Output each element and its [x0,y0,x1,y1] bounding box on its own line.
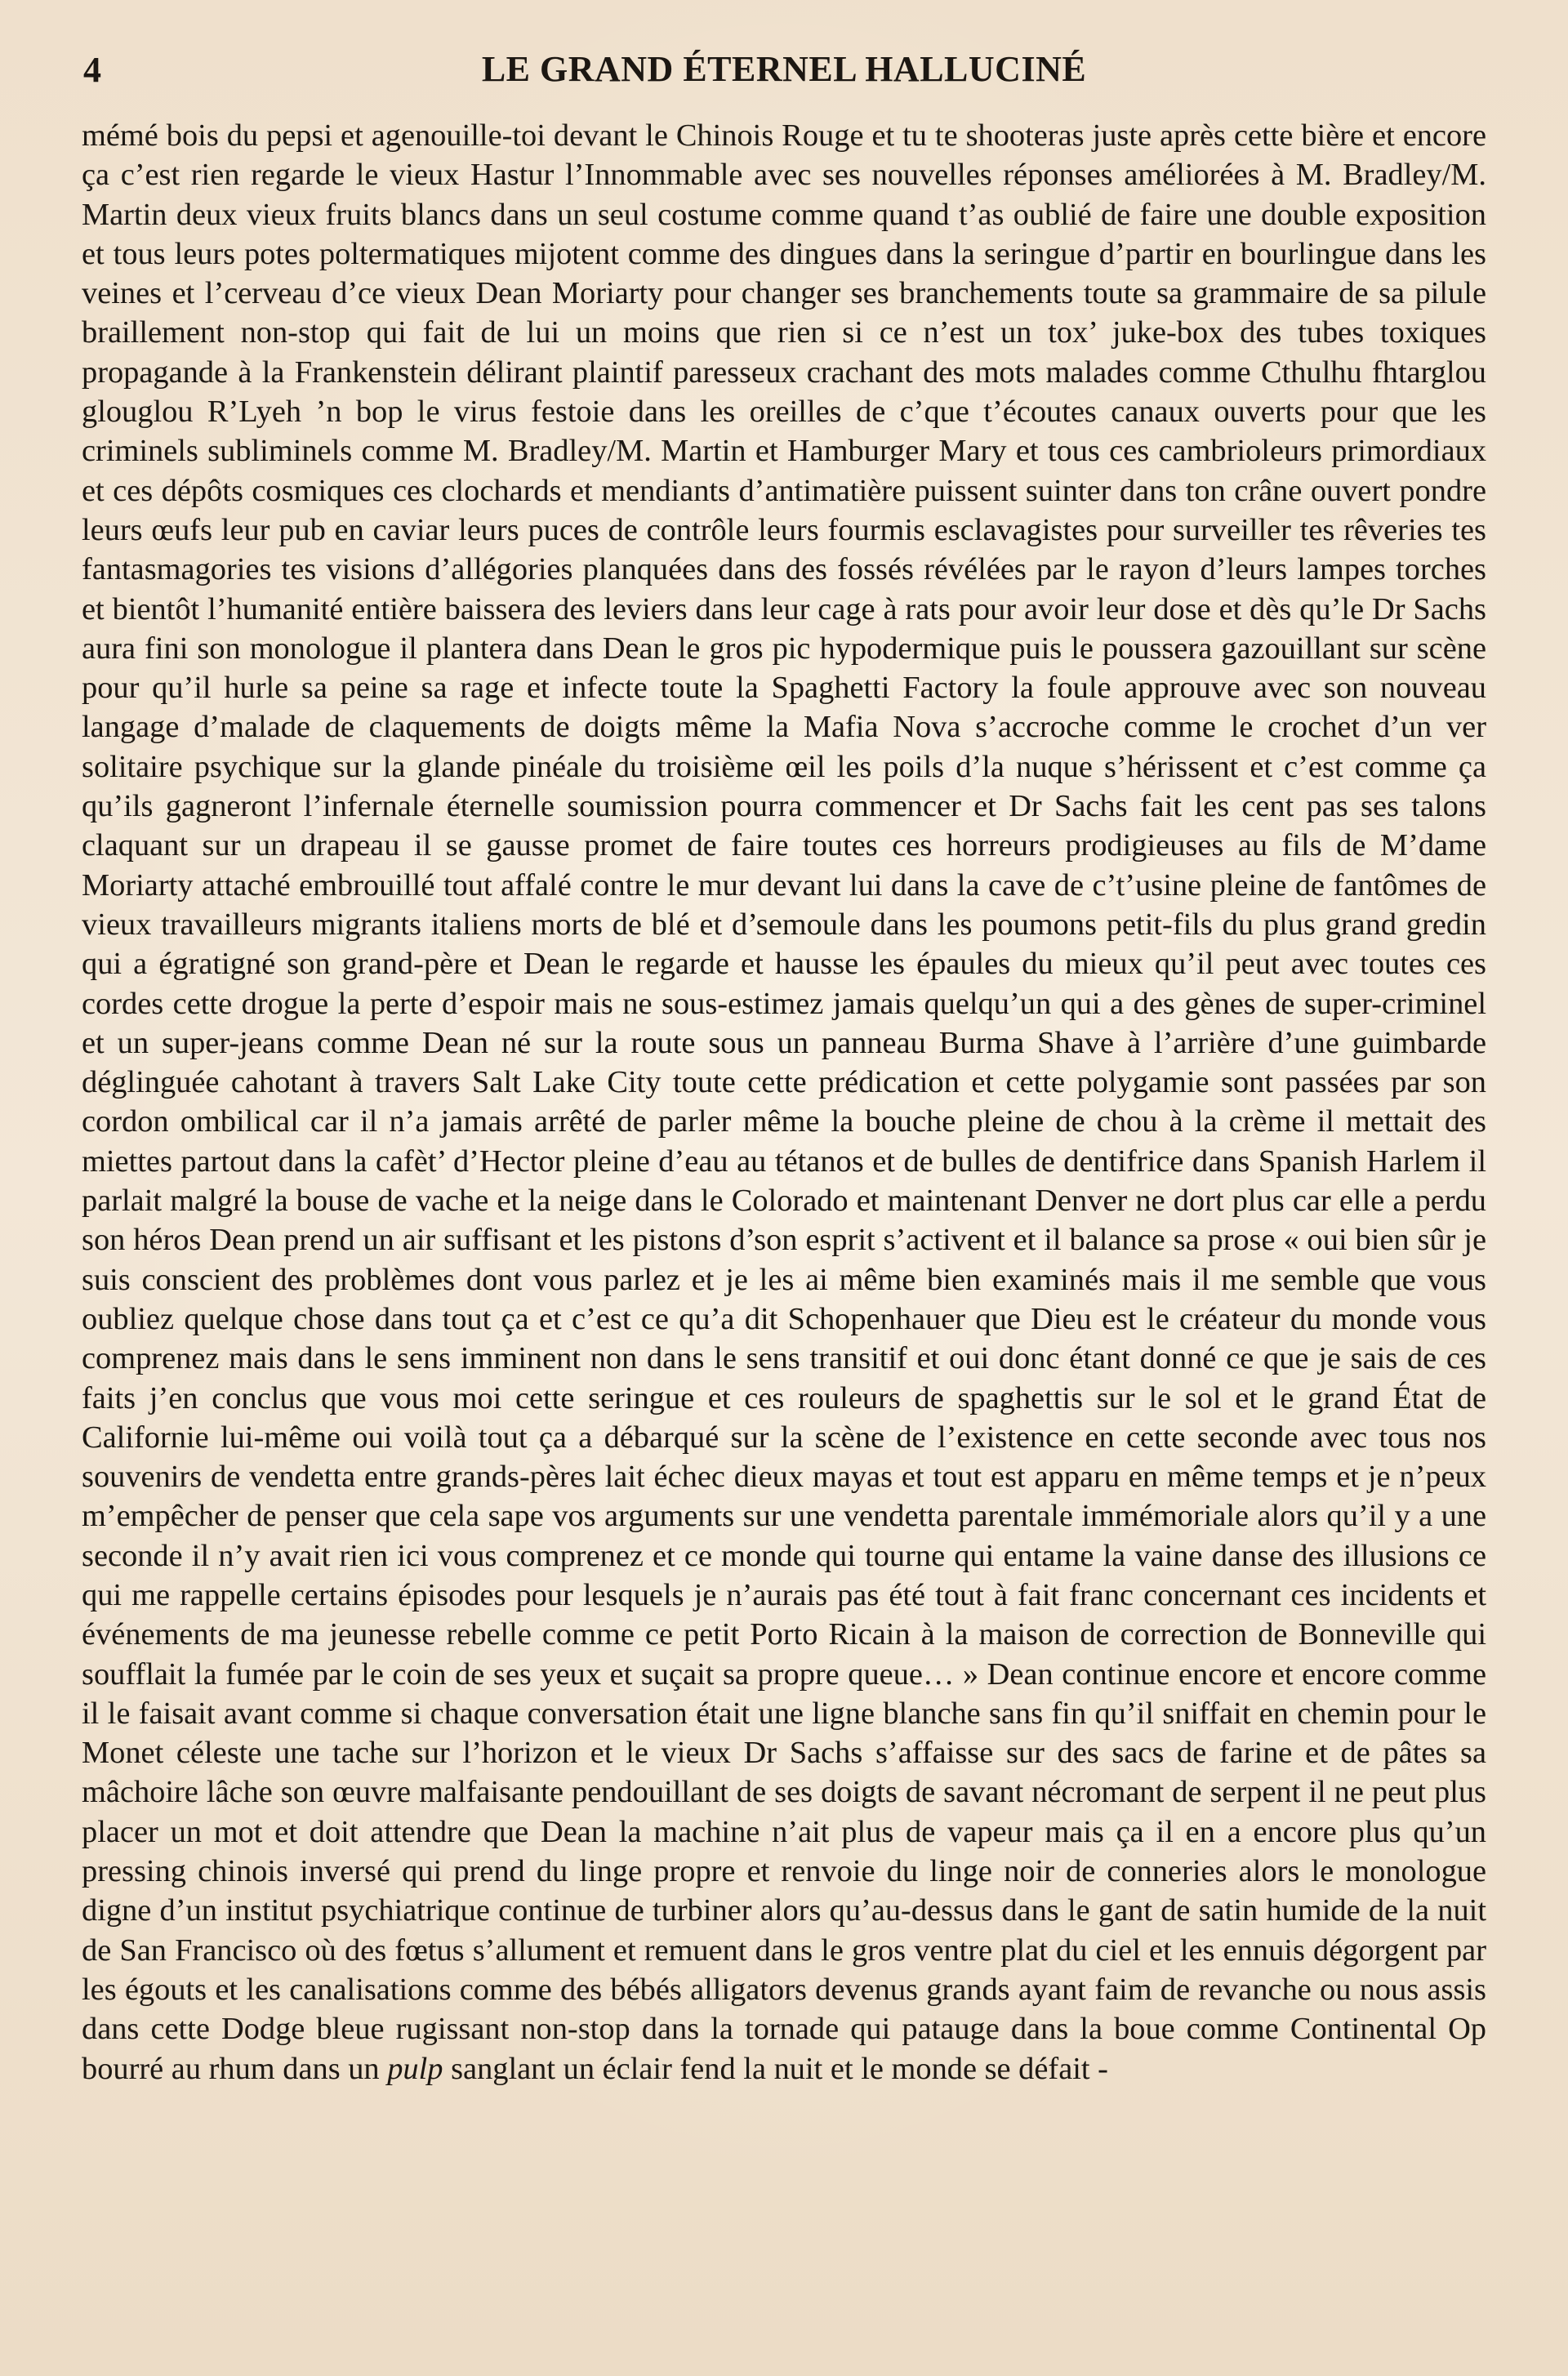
italic-word: pulp [387,2051,443,2086]
body-text-end: sanglant un éclair fend la nuit et le monde se défait - [451,2051,1108,2086]
running-title: LE GRAND ÉTERNEL HALLUCINÉ [481,48,1087,89]
body-paragraph [82,116,1486,2088]
page-number: 4 [83,50,101,90]
page-header [82,44,1486,93]
body-text-main: mémé bois du pepsi et agenouille-toi devant le Chinois Rouge et tu te shooteras juste après cette bière et encore ça c’est rien regarde le vieux Hastur l’Innommable avec ses nouvelles réponses améliorées à M. Bradley/M. Martin deux vieux fruits blancs dans un seul costume comme quand t’as oublié de faire une double exposition et tous leurs potes poltermatiques mijotent comme des dingues dans la seringue d’partir en bourlingue dans les veines et l’cerveau d’ce vieux Dean Moriarty pour changer ses branchements toute sa grammaire de sa pilule braillement non-stop qui fait de lui un moins que rien si ce n’est un tox’ juke-box des tubes toxiques propagande à la Frankenstein délirant plaintif paresseux crachant des mots malades comme Cthulhu fhtarglou glouglou R’Lyeh ’n bop le virus festoie dans les oreilles de c’que t’écoutes canaux ouverts pour que les criminels subliminels comme M. Bradley/M. Martin et Hamburger Mary et tous ces cambrioleurs primordiaux et ces dépôts cosmiques ces clochards et mendiants d’antimatière puissent suinter dans ton crâne ouvert pondre leurs œufs leur pub en caviar leurs puces de contrôle leurs fourmis esclavagistes pour surveiller tes rêveries tes fantasmagories tes visions d’allégories planquées dans des fossés révélées par le rayon d’leurs lampes torches et bientôt l’humanité entière baissera des leviers dans leur cage à rats pour avoir leur dose et dès qu’le Dr Sachs aura fini son monologue il plantera dans Dean le gros pic hypodermique puis le poussera gazouillant sur scène pour qu’il hurle sa peine sa rage et infecte toute la Spaghetti Factory la foule approuve avec son nouveau langage d’malade de claquements de doigts même la Mafia Nova s’accroche comme le crochet d’un ver solitaire psychique sur la glande pinéale du troisième œil les poils d’la nuque s’hérissent et c’est comme ça qu’ils gagneront l’infernale éternelle soumission pourra commencer et Dr Sachs fait les cent pas ses talons claquant sur un drapeau il se gausse promet de faire toutes ces horreurs prodigieuses au fils de M’dame Moriarty attaché embrouillé tout affalé contre le mur devant lui dans la cave de c’t’usine pleine de fantômes de vieux travailleurs migrants italiens morts de blé et d’semoule dans les poumons petit-fils du plus grand gredin qui a égratigné son grand-père et Dean le regarde et hausse les épaules du mieux qu’il peut avec toutes ces cordes cette drogue la perte d’espoir mais ne sous-estimez jamais quelqu’un qui a des gènes de super-criminel et un super-jeans comme Dean né sur la route sous un panneau Burma Shave à l’arrière d’une guimbarde déglinguée cahotant à travers Salt Lake City toute cette prédication et cette polygamie sont passées par son cordon ombilical car il n’a jamais arrêté de parler même la bouche pleine de chou à la crème il mettait des miettes partout dans la cafèt’ d’Hector pleine d’eau au tétanos et de bulles de dentifrice dans Spanish Harlem il parlait malgré la bouse de vache et la neige dans le Colorado et maintenant Denver ne dort plus car elle a perdu son héros Dean prend un air suffisant et les pistons d’son esprit s’activent et il balance sa prose « oui bien sûr je suis conscient des problèmes dont vous parlez et je les ai même bien examinés mais il me semble que vous oubliez quelque chose dans tout ça et c’est ce qu’a dit Schopenhauer que Dieu est le créateur du monde vous comprenez mais dans le sens imminent non dans le sens transitif et oui donc étant donné ce que je sais de ces faits j’en conclus que vous moi cette seringue et ces rouleurs de spaghettis sur le sol et le grand État de Californie lui-même oui voilà tout ça a débarqué sur la scène de l’existence en cette seconde avec tous nos souvenirs de vendetta entre grands-pères lait échec dieux mayas et tout est apparu en même temps et je n’peux m’empêcher de penser que cela sape vos arguments sur une vendetta parentale immémoriale alors qu’il y a une seconde il n’y avait rien ici vous comprenez et ce monde qui tourne qui entame la vaine danse des illusions ce qui me rappelle certains épisodes pour lesquels je n’aurais pas été tout à fait franc concernant ces incidents et événements de ma jeunesse rebelle comme ce petit Porto Ricain à la maison de correction de Bonneville qui soufflait la fumée par le coin de ses yeux et suçait sa propre queue… » Dean continue encore et encore comme il le faisait avant comme si chaque conversation était une ligne blanche sans fin qu’il sniffait en chemin pour le Monet céleste une tache sur l’horizon et le vieux Dr Sachs s’affaisse sur des sacs de farine et de pâtes sa mâchoire lâche son œuvre malfaisante pendouillant de ses doigts de savant nécromant de serpent il ne peut plus placer un mot et doit attendre que Dean la machine n’ait plus de vapeur mais ça il en a encore plus qu’un pressing chinois inversé qui prend du linge propre et renvoie du linge noir de conneries alors le monologue digne d’un institut psychiatrique continue de turbiner alors qu’au-dessus dans le gant de satin humide de la nuit de San Francisco où des fœtus s’allument et remuent dans le gros ventre plat du ciel et les ennuis dégorgent par les égouts et les canalisations comme des bébés alligators devenus grands ayant faim de revanche ou nous assis dans cette Dodge bleue rugissant non-stop dans la tornade qui patauge dans la boue comme Continental Op bourré au rhum dans un [82,118,1486,2086]
